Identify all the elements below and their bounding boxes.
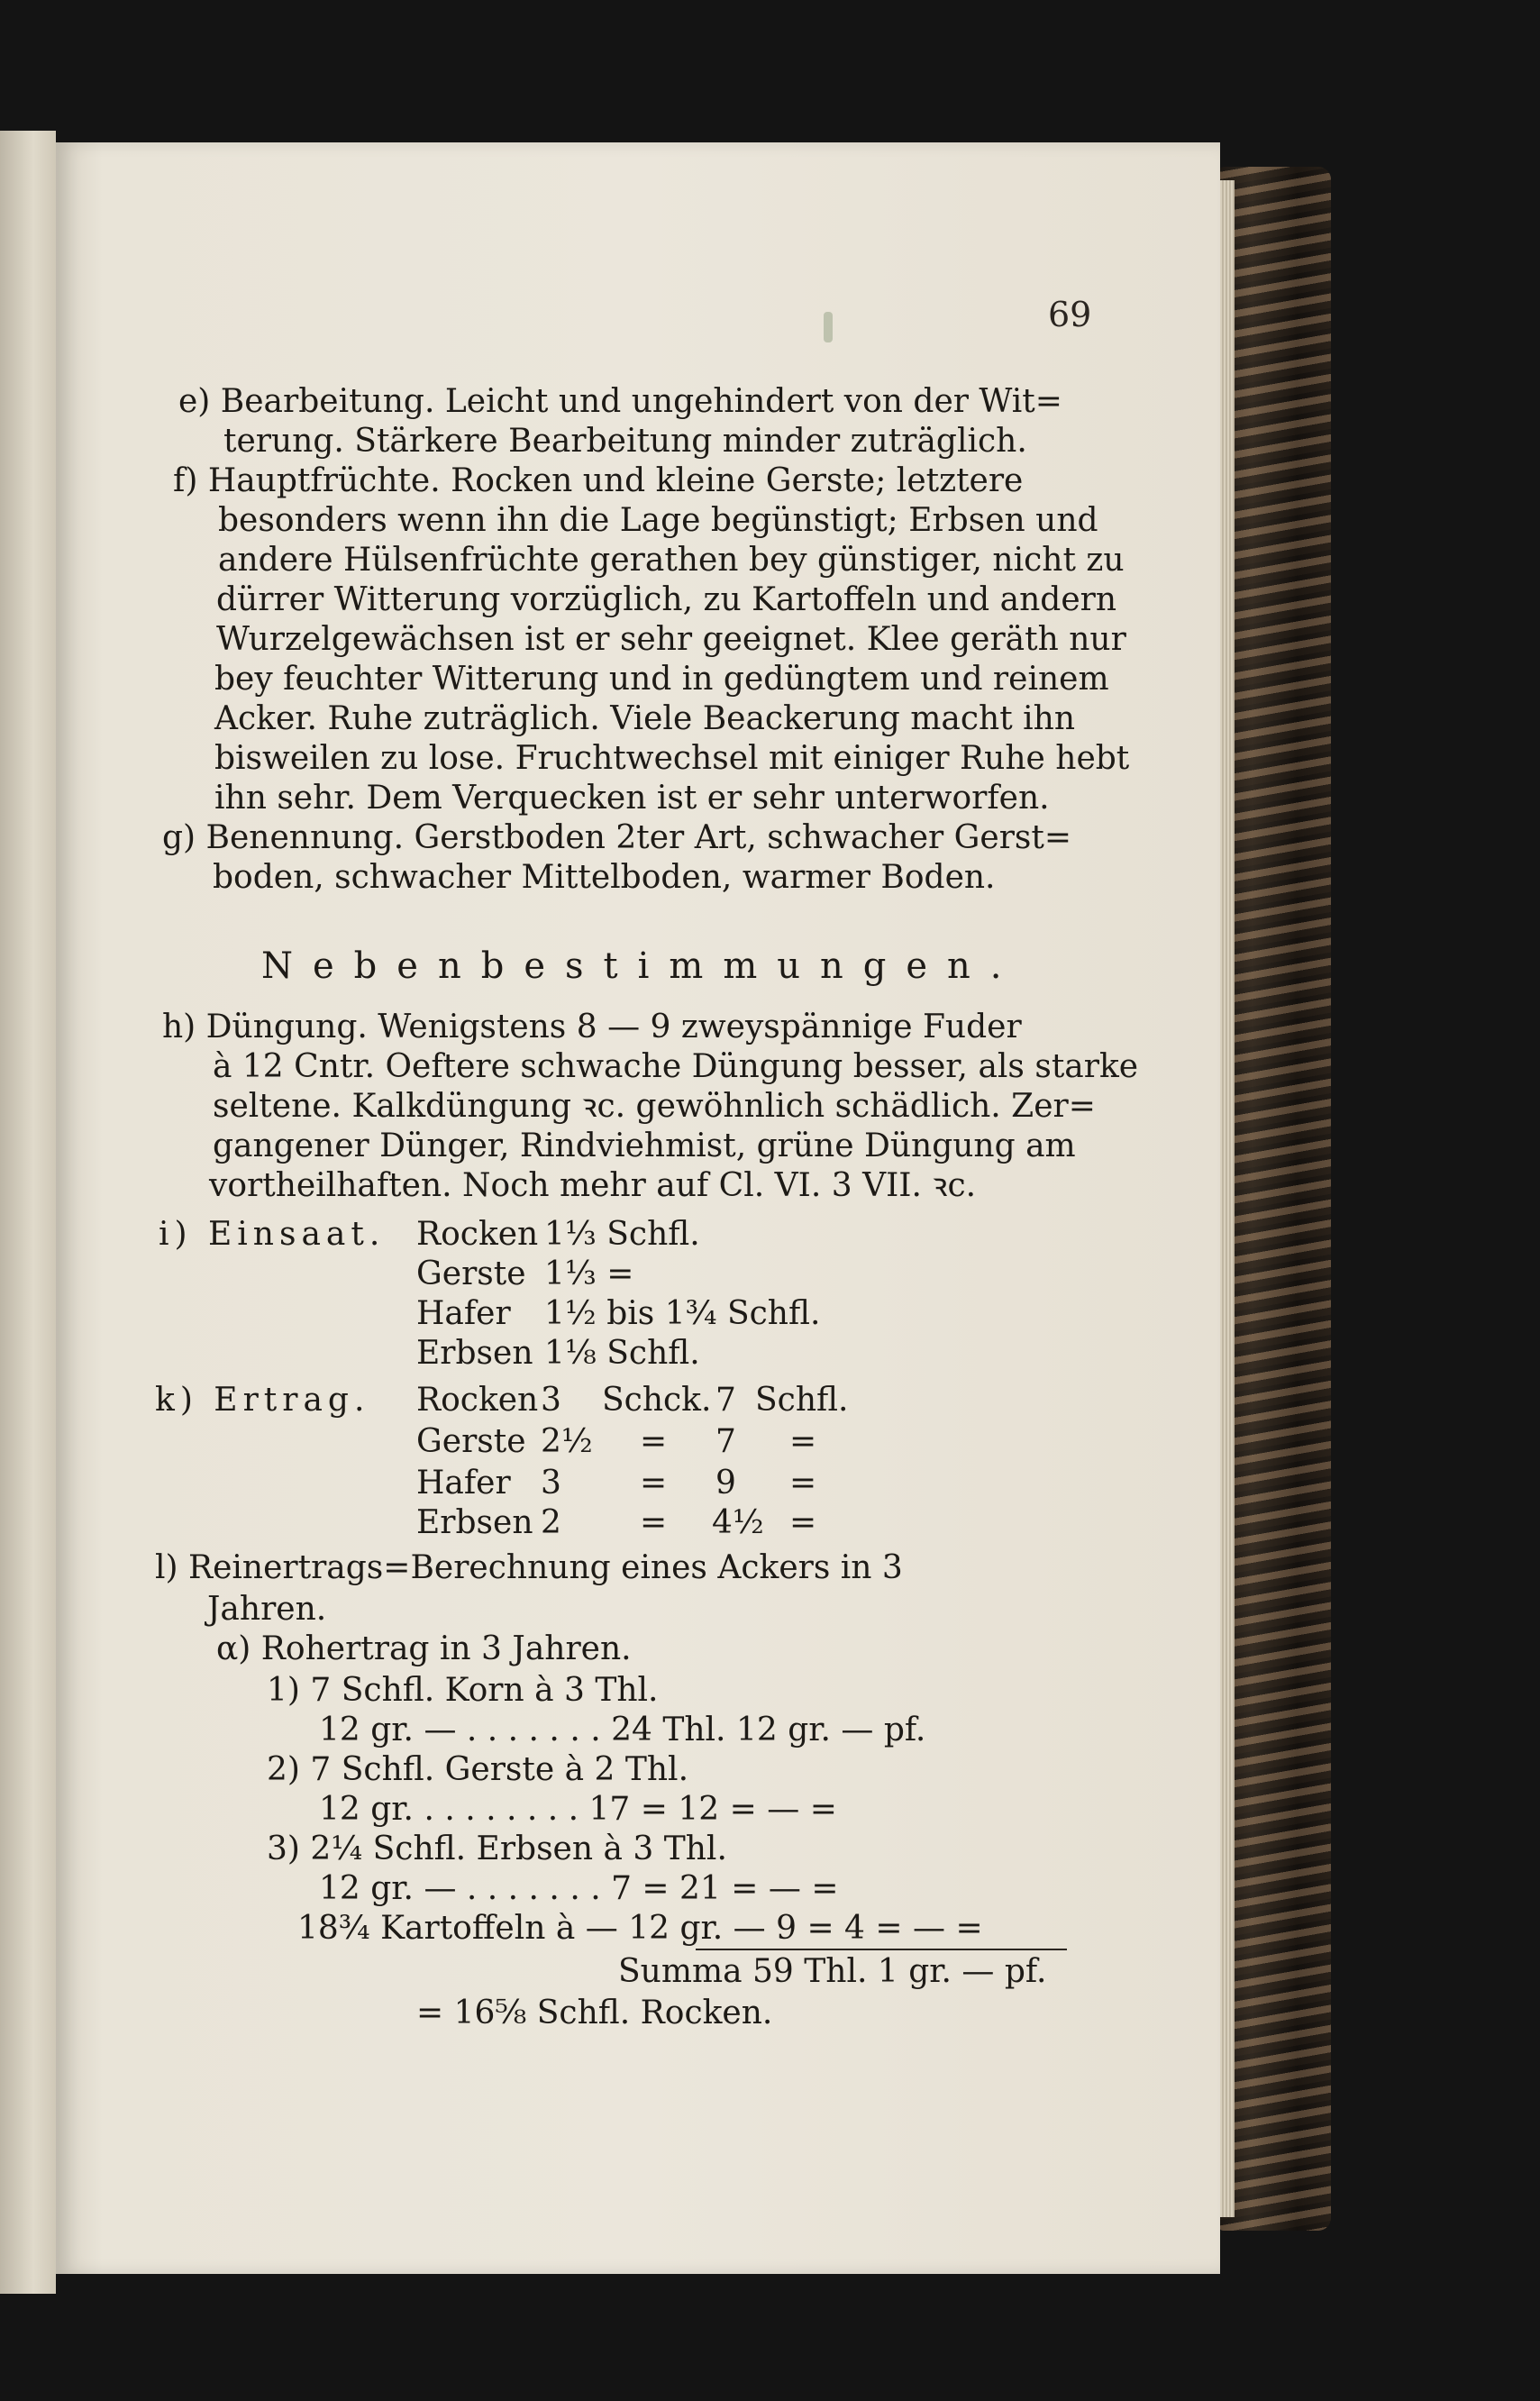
page-number: 69: [1048, 295, 1092, 334]
ertrag-b: 4½: [712, 1504, 764, 1541]
text-line-f9: ihn sehr. Dem Verquecken ist er sehr unterworfen.: [214, 780, 1050, 817]
ertrag-crop: Hafer: [416, 1465, 511, 1502]
einsaat-amount: 1⅓ Schfl.: [544, 1216, 700, 1253]
book-spine: [1218, 167, 1331, 2231]
text-line-h1: h) Düngung. Wenigstens 8 — 9 zweyspännige Fuder: [162, 1009, 1022, 1045]
ertrag-unit2: =: [789, 1423, 817, 1460]
einsaat-crop: Rocken: [416, 1216, 539, 1253]
sum-rule: [696, 1949, 1067, 1950]
ertrag-label: k) Ertrag.: [155, 1382, 370, 1419]
calc-row-2b: 12 gr. . . . . . . . . 17 = 12 = — =: [319, 1791, 837, 1828]
text-line-l3: α) Rohertrag in 3 Jahren.: [216, 1630, 632, 1667]
einsaat-amount: 1½ bis 1¾ Schfl.: [544, 1295, 821, 1332]
calc-row-1a: 1) 7 Schfl. Korn à 3 Thl.: [267, 1672, 659, 1709]
text-line-f4: dürrer Witterung vorzüglich, zu Kartoffeln und andern: [216, 581, 1117, 618]
calc-row-1b: 12 gr. — . . . . . . . 24 Thl. 12 gr. — pf.: [319, 1712, 926, 1748]
text-line-h4: gangener Dünger, Rindviehmist, grüne Düngung am: [213, 1127, 1076, 1164]
ertrag-a: 2: [541, 1504, 561, 1541]
einsaat-amount: 1⅛ Schfl.: [544, 1335, 700, 1372]
einsaat-label: i) Einsaat.: [159, 1216, 386, 1253]
paper-stain: [824, 312, 833, 342]
text-line-f6: bey feuchter Witterung und in gedüngtem und reinem: [214, 661, 1109, 698]
text-line-f5: Wurzelgewächsen ist er sehr geeignet. Klee geräth nur: [216, 621, 1126, 658]
text-line-l2: Jahren.: [207, 1591, 327, 1628]
ertrag-unit1: =: [640, 1423, 668, 1460]
ertrag-b: 7: [715, 1423, 736, 1460]
ertrag-crop: Gerste: [416, 1423, 526, 1460]
text-line-e1: e) Bearbeitung. Leicht und ungehindert von der Wit=: [178, 383, 1062, 420]
ertrag-b: 9: [715, 1465, 736, 1502]
calc-summa: Summa 59 Thl. 1 gr. — pf.: [618, 1953, 1047, 1990]
calc-row-2a: 2) 7 Schfl. Gerste à 2 Thl.: [267, 1751, 689, 1788]
ertrag-unit1: =: [640, 1465, 668, 1502]
text-line-h5: vortheilhaften. Noch mehr auf Cl. VI. 3 VII. ꝛc.: [209, 1167, 977, 1204]
ertrag-b: 7: [715, 1382, 736, 1419]
einsaat-crop: Hafer: [416, 1295, 511, 1332]
einsaat-crop: Gerste: [416, 1255, 526, 1292]
section-heading: Nebenbestimmungen.: [261, 945, 1022, 987]
ertrag-unit1: Schck.: [602, 1382, 712, 1419]
text-line-f3: andere Hülsenfrüchte gerathen bey günstiger, nicht zu: [218, 542, 1125, 579]
ertrag-unit2: =: [789, 1504, 817, 1541]
text-line-f8: bisweilen zu lose. Fruchtwechsel mit einiger Ruhe hebt: [214, 740, 1130, 777]
text-line-e2: terung. Stärkere Bearbeitung minder zuträglich.: [223, 423, 1027, 460]
facing-page-edge: [0, 131, 56, 2294]
ertrag-a: 2½: [541, 1423, 593, 1460]
calc-row-4: 18¾ Kartoffeln à — 12 gr. — 9 = 4 = — =: [297, 1910, 983, 1947]
calc-row-3b: 12 gr. — . . . . . . . 7 = 21 = — =: [319, 1870, 839, 1907]
ertrag-crop: Rocken: [416, 1382, 539, 1419]
ertrag-unit2: =: [789, 1465, 817, 1502]
text-line-h3: seltene. Kalkdüngung ꝛc. gewöhnlich schädlich. Zer=: [213, 1088, 1096, 1125]
ertrag-a: 3: [541, 1465, 561, 1502]
text-line-f1: f) Hauptfrüchte. Rocken und kleine Gerste; letztere: [173, 462, 1024, 499]
text-line-h2: à 12 Cntr. Oeftere schwache Düngung besser, als starke: [213, 1048, 1139, 1085]
calc-row-3a: 3) 2¼ Schfl. Erbsen à 3 Thl.: [267, 1830, 727, 1867]
text-line-l1: l) Reinertrags=Berechnung eines Ackers in 3: [155, 1549, 903, 1586]
ertrag-unit1: =: [640, 1504, 668, 1541]
einsaat-amount: 1⅓ =: [544, 1255, 634, 1292]
text-line-f7: Acker. Ruhe zuträglich. Viele Beackerung macht ihn: [214, 700, 1076, 737]
ertrag-a: 3: [541, 1382, 561, 1419]
ertrag-unit2: Schfl.: [755, 1382, 849, 1419]
text-line-g1: g) Benennung. Gerstboden 2ter Art, schwacher Gerst=: [162, 819, 1072, 856]
calc-equivalent: = 16⅝ Schfl. Rocken.: [416, 1995, 773, 2031]
text-line-f2: besonders wenn ihn die Lage begünstigt; Erbsen und: [218, 502, 1098, 539]
text-line-g2: boden, schwacher Mittelboden, warmer Boden.: [213, 859, 996, 896]
ertrag-crop: Erbsen: [416, 1504, 533, 1541]
einsaat-crop: Erbsen: [416, 1335, 533, 1372]
